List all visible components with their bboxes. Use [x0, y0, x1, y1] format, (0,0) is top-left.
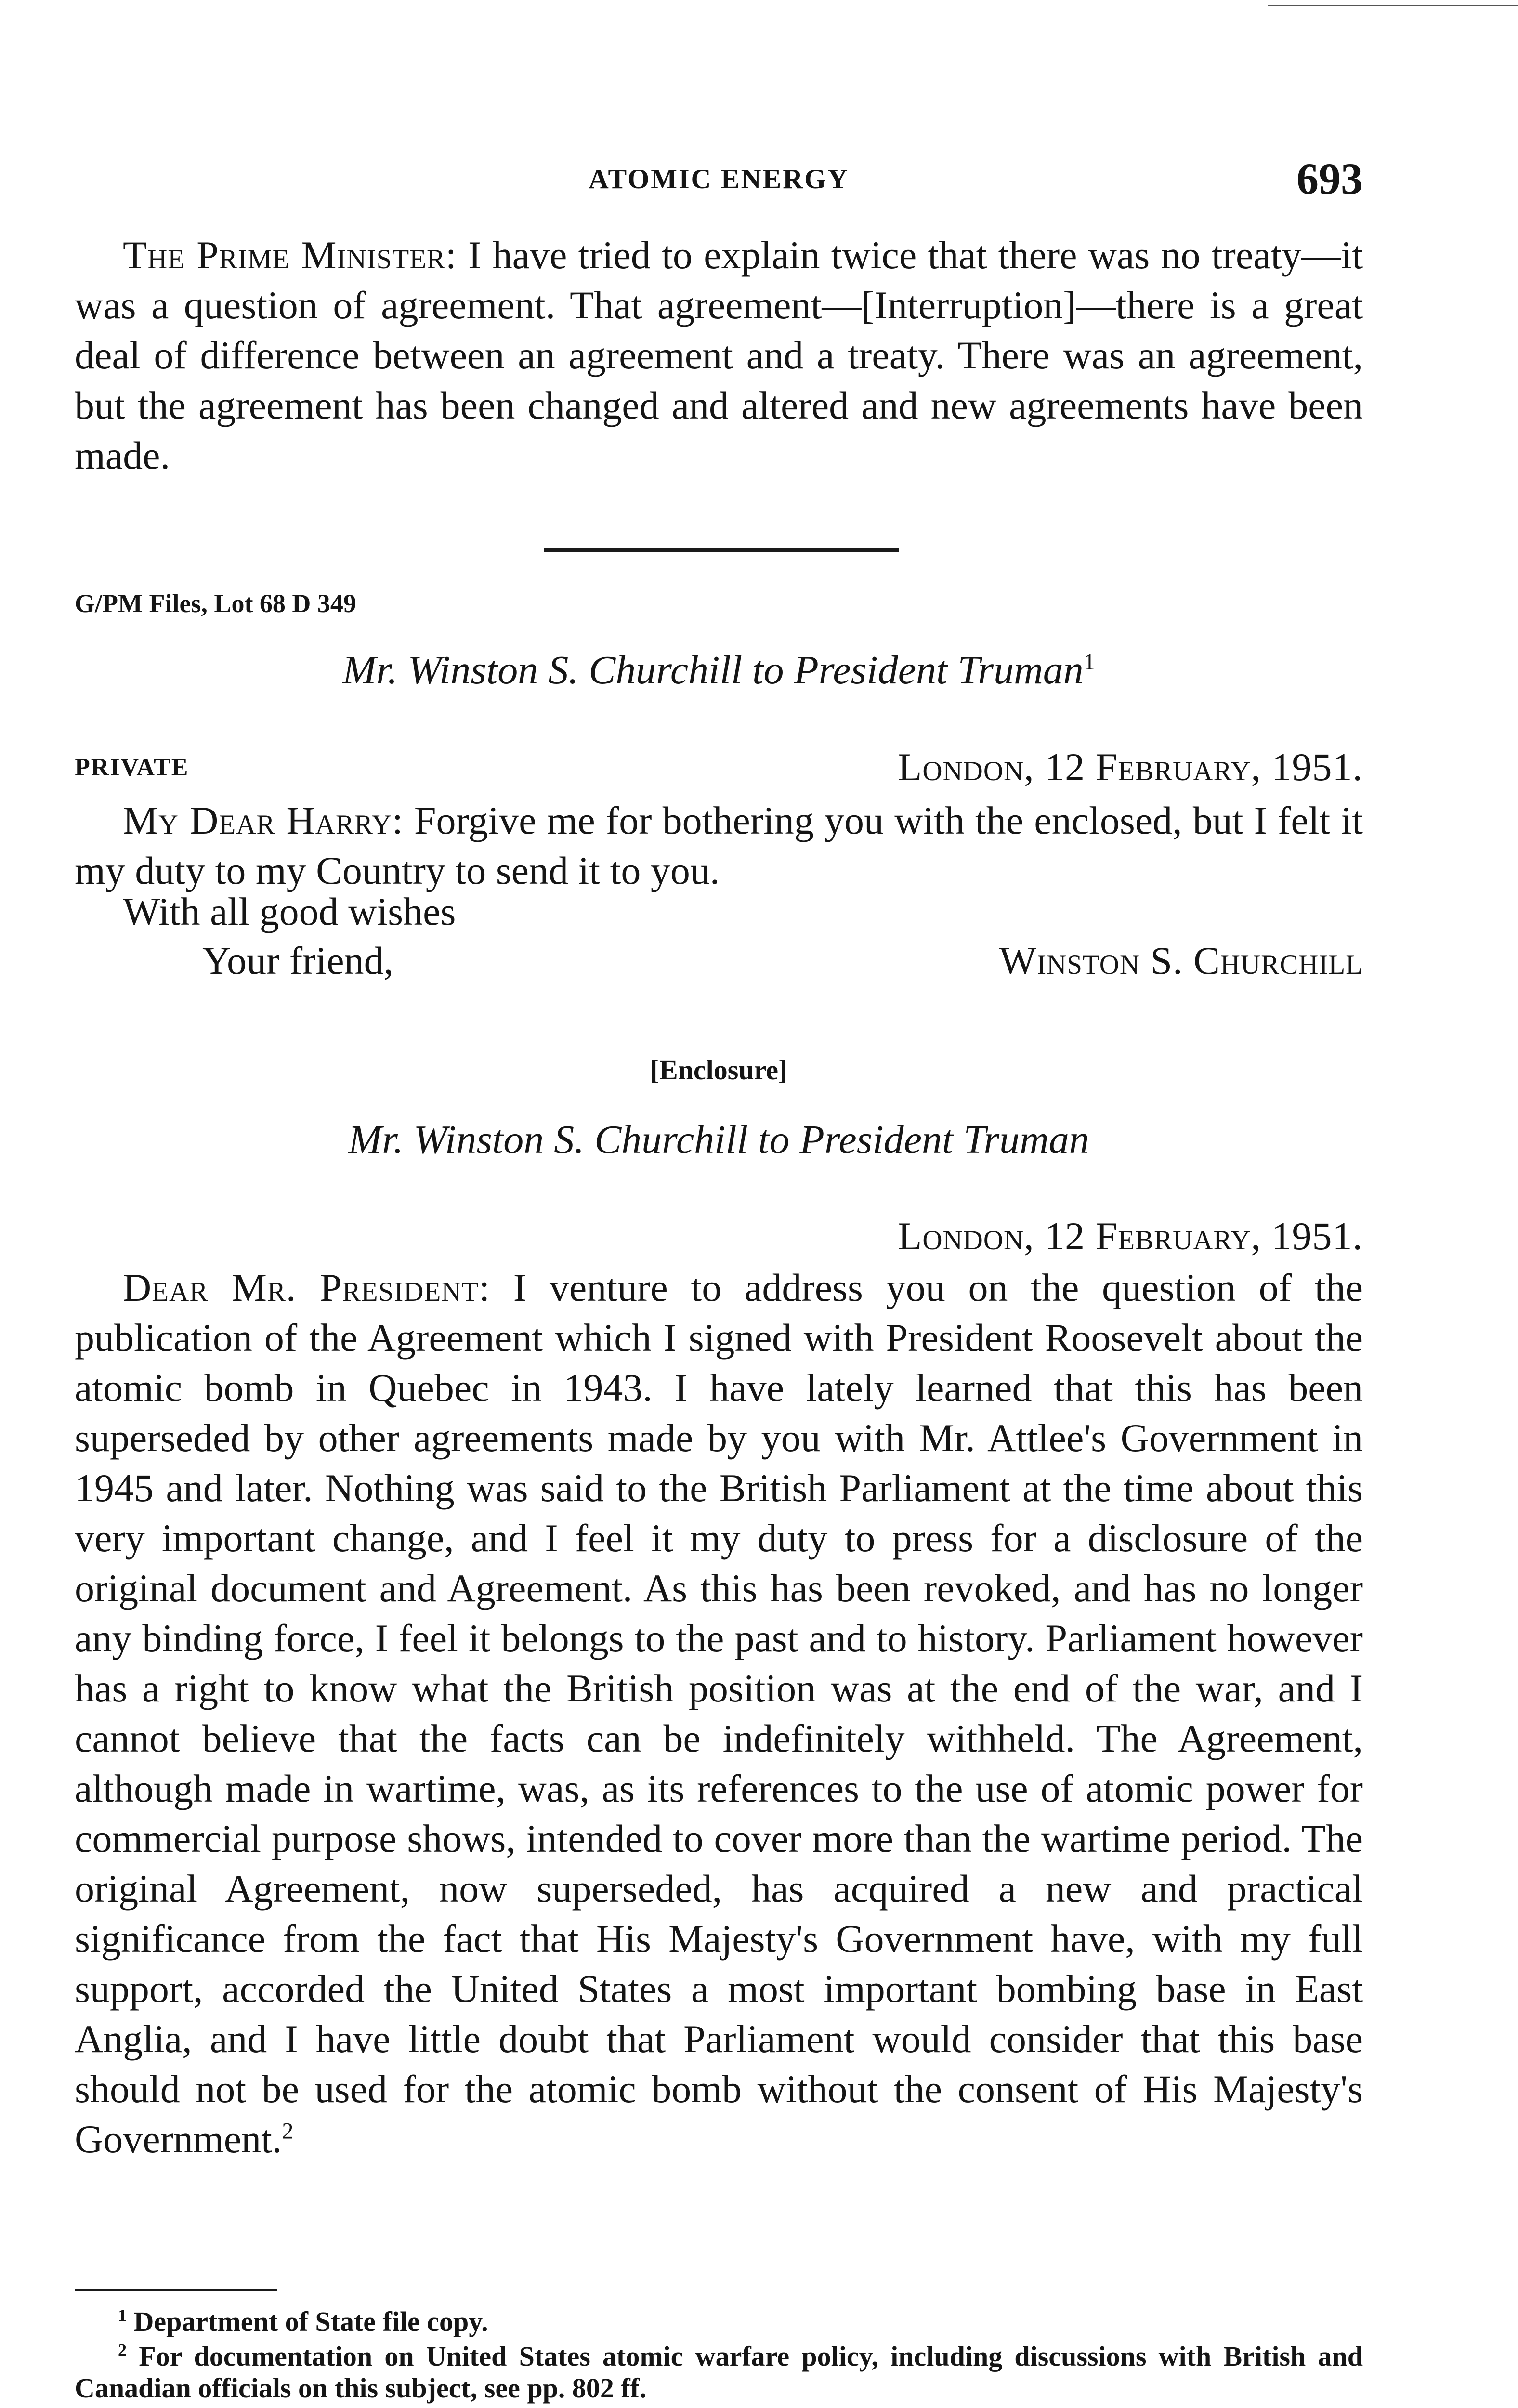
footnote-1-number: 1 — [118, 2305, 127, 2325]
footnote-rule — [75, 2289, 277, 2291]
section-separator — [544, 548, 899, 552]
enclosure-dateline-row — [75, 1214, 1363, 1267]
signature: Winston S. Churchill — [999, 939, 1363, 982]
letter-title-text: Mr. Winston S. Churchill to President Truman — [342, 648, 1084, 693]
footnote-2 — [75, 2341, 1363, 2404]
enclosure-body — [75, 1263, 1363, 2164]
letter-title — [75, 647, 1363, 694]
letter-body-text: Forgive me for bothering you with the enclosed, but I felt it my duty to my Country to send it to you. — [75, 798, 1363, 892]
speaker-label: The Prime Minister: — [123, 233, 457, 277]
footnote-ref-2: 2 — [282, 2118, 294, 2144]
footnote-2-text: For documentation on United States atomic warfare policy, including discussions with British and Canadian officials on this subject, see pp. 802 ff. — [75, 2341, 1363, 2404]
enclosure-dateline: London, 12 February, 1951. — [898, 1214, 1363, 1258]
closing-salutation: Your friend, — [202, 939, 394, 982]
footnote-1-text: Department of State file copy. — [133, 2306, 488, 2337]
enclosure-title: Mr. Winston S. Churchill to President Truman — [348, 1117, 1089, 1162]
closing-wishes: With all good wishes — [123, 890, 456, 933]
footnote-ref-1: 1 — [1083, 649, 1095, 675]
speaker-text: I have tried to explain twice that there was no treaty—it was a question of agreement. That agreement—[Interruption]—there is a great deal of difference between an agreement and a treaty. There was an agreement, but the agreement has been changed and altered and new agreements have been made. — [75, 233, 1363, 477]
footnote-2-number: 2 — [118, 2340, 127, 2360]
running-header — [75, 153, 1363, 206]
letter-meta-row — [75, 745, 1363, 798]
letter-dateline: London, 12 February, 1951. — [898, 745, 1363, 789]
running-title: ATOMIC ENERGY — [588, 163, 850, 195]
classification-label: PRIVATE — [75, 754, 189, 781]
page-number: 693 — [1296, 154, 1363, 203]
enclosure-salutation: Dear Mr. President: — [123, 1266, 491, 1309]
prime-minister-paragraph — [75, 230, 1363, 481]
file-reference: G/PM Files, Lot 68 D 349 — [75, 589, 356, 618]
letter-body — [75, 796, 1363, 896]
letter-salutation: My Dear Harry: — [123, 798, 404, 842]
enclosure-body-text: I venture to address you on the question of the publication of the Agreement which I signed with President Roosevelt about the atomic bomb in Quebec in 1943. I have lately learned that this has been superseded by other agreements made by you with Mr. Attlee's Government in 1945 and later. Nothing was said to the British Parliament at the time about this very important change, and I feel it my duty to press for a disclosure of the original document and Agreement. As this has been revoked, and has no longer any binding force, I feel it belongs to the past and to history. Parliament however has a right to know what the British position was at the end of the war, and I cannot believe that the facts can be indefinitely withheld. The Agreement, although made in wartime, was, as its references to the use of atomic power for commercial purpose shows, intended to cover more than the wartime period. The original Agreement, now superseded, has acquired a new and practical significance from the fact that His Majesty's Government have, with my full support, accorded the United States a most important bombing base in East Anglia, and I have little doubt that Parliament would consider that this base should not be used for the atomic bomb without the consent of His Majesty's Government. — [75, 1266, 1363, 2161]
scan-edge-rule — [1268, 5, 1518, 6]
enclosure-label: [Enclosure] — [650, 1054, 788, 1086]
footnote-1 — [75, 2306, 1363, 2338]
